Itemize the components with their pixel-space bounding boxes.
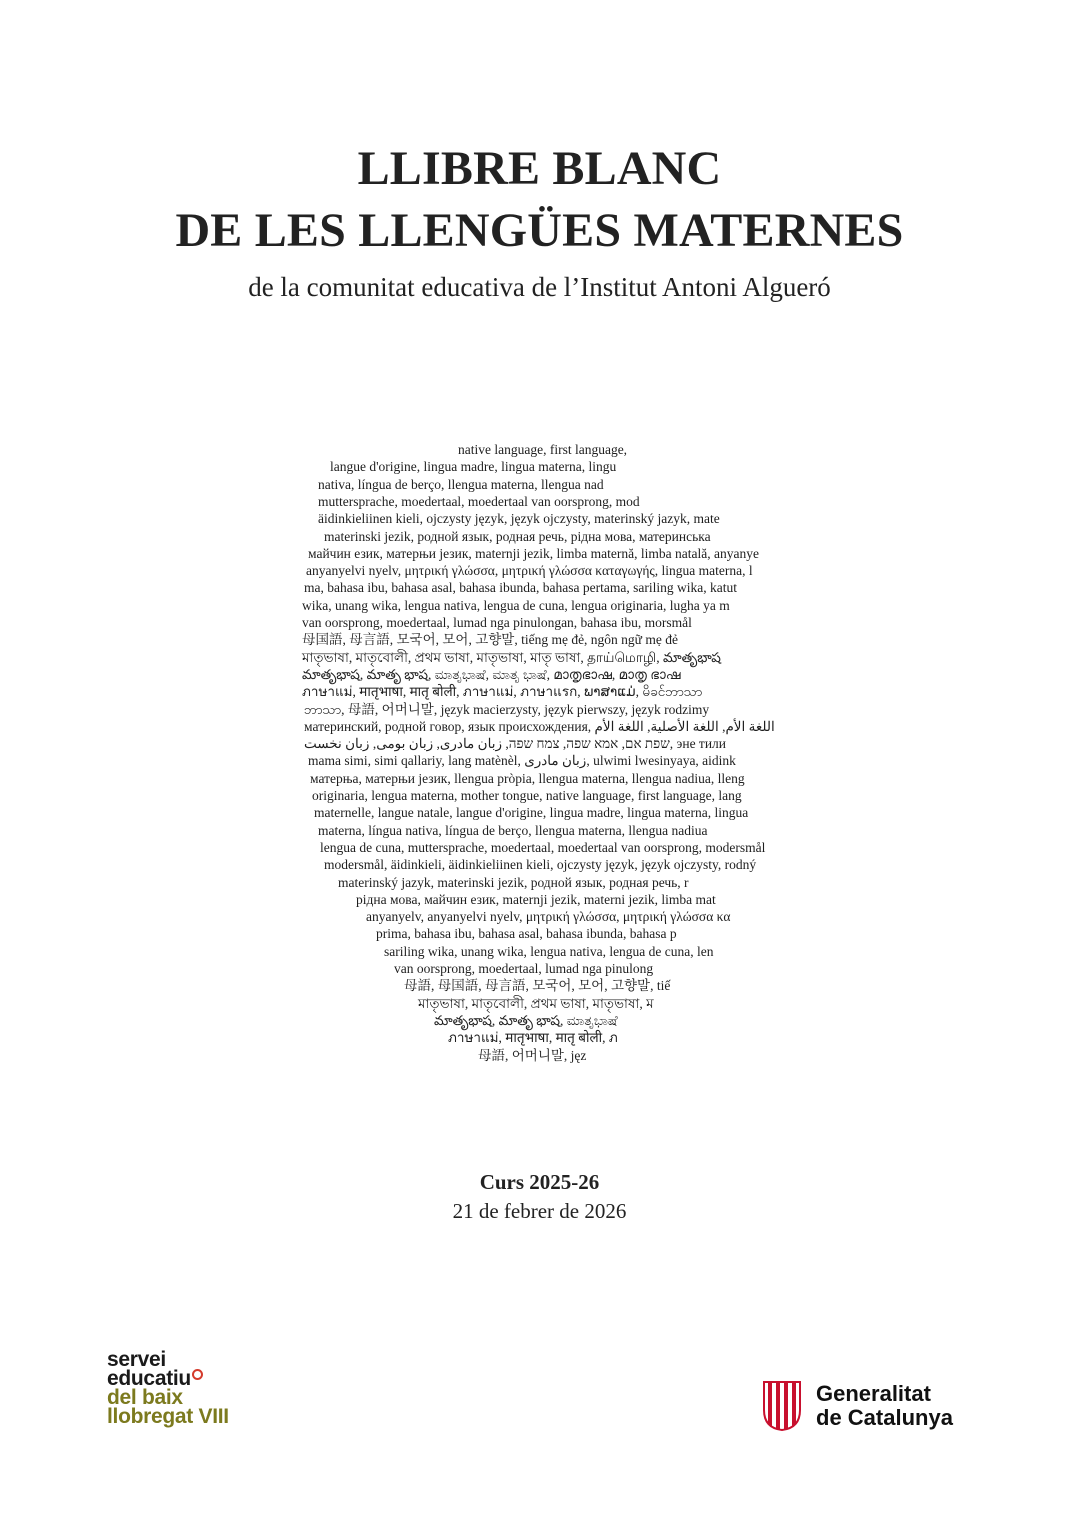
generalitat-wordmark — [816, 1382, 953, 1430]
head-wordcloud-line: 母国語, 母言語, 모국어, 모어, 고향말, tiếng mẹ đẻ, ngôn ngữ mẹ đẻ — [302, 632, 678, 648]
head-wordcloud-line: ဘာသာ, 母語, 어머니말, język macierzysty, język pierwszy, język rodzimy — [304, 701, 710, 717]
head-wordcloud-line: మాతృభాష, మాతృ భాష, ಮಾತೃಭಾಷೆ — [434, 1012, 618, 1028]
head-wordcloud-line: maternelle, langue natale, langue d'origine, lingua madre, lingua materna, lingua — [314, 805, 749, 821]
head-wordcloud-line: anyanyelvi nyelv, μητρική γλώσσα, μητρική γλώσσα καταγωγής, lingua materna, l — [306, 563, 753, 579]
head-wordcloud-line: materna, língua nativa, língua de berço, llengua materna, llengua nadiua — [318, 822, 708, 838]
head-wordcloud-line: nativa, língua de berço, llengua materna, llengua nad — [318, 476, 604, 492]
head-wordcloud-line: wika, unang wika, lengua nativa, lengua de cuna, lengua originaria, lugha ya m — [302, 597, 730, 613]
head-wordcloud-line: van oorsprong, moedertaal, lumad nga pinulong — [394, 961, 654, 976]
course-label: Curs 2025-26 — [479, 1170, 600, 1194]
head-wordcloud-line: van oorsprong, moedertaal, lumad nga pinulongan, bahasa ibu, morsmål — [302, 615, 692, 630]
head-wordcloud-line: 母語, 어머니말, jęz — [478, 1047, 587, 1063]
head-wordcloud-line: материнский, родной говор, язык происхождения, اللغة الأم, اللغة الأصلية, اللغة الأم — [304, 718, 775, 734]
servei-educatiu-logo — [107, 1350, 287, 1426]
head-wordcloud-line: lengua de cuna, muttersprache, moedertaal, moedertaal van oorsprong, modersmål — [320, 839, 766, 855]
head-wordcloud-line: materinský jazyk, materinski jezik, родной язык, родная речь, r — [338, 874, 689, 890]
head-wordcloud-line: äidinkieliinen kieli, ojczysty język, język ojczysty, materinský jazyk, mate — [318, 511, 720, 527]
head-wordcloud-line: ภาษาแม่, मातृभाषा, मातृ बोली, ภ — [448, 1030, 618, 1046]
servei-logo-line-3: del baix — [107, 1386, 183, 1409]
title-line-2: DE LES LLENGÜES MATERNES — [175, 204, 904, 257]
head-wordcloud-line: матерња, матерњи језик, llengua pròpia, llengua materna, llengua nadiua, lleng — [310, 770, 745, 786]
head-wordcloud-line: prima, bahasa ibu, bahasa asal, bahasa ibunda, bahasa p — [376, 926, 677, 942]
head-wordcloud-line: muttersprache, moedertaal, moedertaal van oorsprong, mod — [318, 493, 640, 509]
head-wordcloud-line: sariling wika, unang wika, lengua nativa, lengua de cuna, len — [384, 943, 714, 959]
servei-logo-line-4: llobregat VIII — [107, 1405, 229, 1428]
servei-logo-line-1: servei — [107, 1348, 166, 1371]
head-wordcloud-line: modersmål, äidinkieli, äidinkieliinen kieli, ojczysty język, język ojczysty, rodný — [324, 857, 757, 873]
head-wordcloud-line: native language, first language, — [458, 442, 628, 457]
head-wordcloud-line: langue d'origine, lingua madre, lingua materna, lingu — [330, 459, 617, 475]
generalitat-logo — [762, 1378, 1002, 1438]
head-wordcloud-line: anyanyelv, anyanyelvi nyelv, μητρική γλώσσα, μητρική γλώσσα κα — [366, 909, 731, 925]
head-wordcloud-line: майчин език, матерњи језик, maternji jezik, limba maternă, limba natală, anyanye — [308, 545, 759, 561]
generalitat-line-2: de Catalunya — [816, 1405, 953, 1430]
course-date: 21 de febrer de 2026 — [452, 1199, 627, 1223]
head-wordcloud-line: মাতৃভাষা, মাতৃবোলী, প্রথম ভাষা, মাতৃভাষা, মাতৃ ভাষা, தாய்மொழி, మాతృభాష — [302, 649, 721, 665]
head-wordcloud-line: materinski jezik, родной язык, родная речь, рідна мова, материнська — [324, 528, 711, 544]
cover-title — [0, 138, 1079, 304]
head-wordcloud-line: mama simi, simi qallariy, lang matènèl, زبان مادری, ulwimi lwesinyaya, aidink — [308, 753, 736, 769]
generalitat-line-1: Generalitat — [816, 1381, 931, 1406]
head-wordcloud-line: рідна мова, майчин език, maternji jezik, materni jezik, limba mat — [356, 891, 716, 907]
head-wordcloud-line: originaria, lengua materna, mother tongue, native language, first language, lang — [312, 788, 742, 803]
red-dot-icon — [192, 1369, 203, 1380]
head-wordcloud-line: 母語, 母国語, 母言語, 모국어, 모어, 고향말, tiế — [404, 978, 671, 994]
head-wordcloud-line: שפת אם, אמא שפה, צמח שפה, زبان مادری, زبان بومی, زبان نخست, эне тили — [304, 736, 727, 752]
course-info — [0, 1168, 1079, 1226]
head-wordcloud-line: మాతృభాష, మాతృ భాష, ಮಾತೃಭಾಷೆ, ಮಾತೃ ಭಾಷೆ, മാതൃഭാഷ, മാതൃ ഭാഷ — [302, 666, 681, 682]
subtitle: de la comunitat educativa de l’Institut Antoni Algueró — [248, 272, 831, 302]
servei-logo-line-2-text: educatiu — [107, 1367, 191, 1390]
head-wordcloud-line: ภาษาแม่, मातृभाषा, मातृ बोली, ภาษาแม่, ภาษาแรก, ພາສາແມ່, မိခင်ဘာသာ — [302, 684, 703, 700]
head-wordcloud-line: ma, bahasa ibu, bahasa asal, bahasa ibunda, bahasa pertama, sariling wika, katut — [304, 580, 737, 596]
head-wordcloud-line: মাতৃভাষা, মাতৃবোলী, প্রথম ভাষা, মাতৃভাষা, ম — [418, 995, 654, 1011]
generalitat-emblem-icon — [762, 1380, 802, 1432]
title-line-1: LLIBRE BLANC — [357, 142, 722, 195]
head-wordcloud-illustration — [268, 440, 775, 1080]
